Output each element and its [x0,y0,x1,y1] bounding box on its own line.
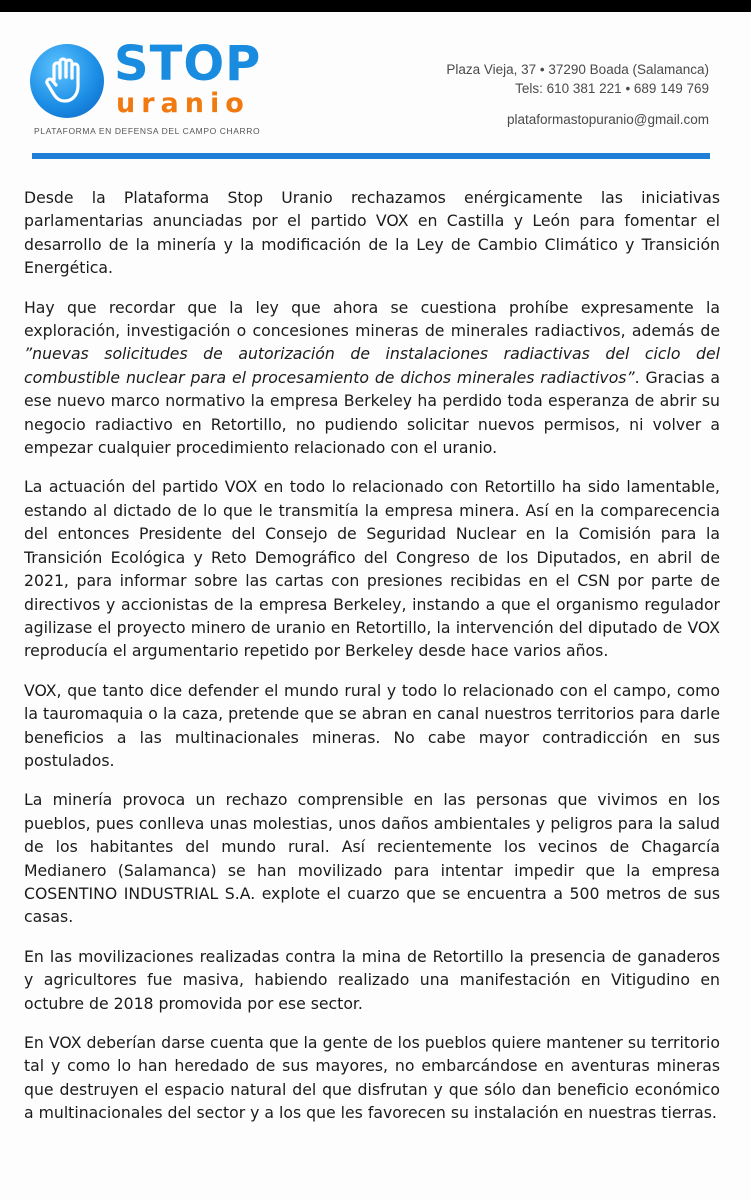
paragraph-7: En VOX deberían darse cuenta que la gente de los pueblos quiere mantener su territorio tal y como lo han heredado de sus mayores, no embarcándose en aventuras mineras que destruyen el espacio natural del que disfrutan y que sólo dan beneficio económico a multinacionales del sector y a los que les favorecen su instalación en nuestras tierras. [24,1033,720,1123]
header-divider [32,153,710,159]
stop-uranio-logo [30,36,270,144]
contact-address: Plaza Vieja, 37 • 37290 Boada (Salamanca) [446,62,709,77]
paragraph-1: Desde la Plataforma Stop Uranio rechazamos enérgicamente las iniciativas parlamentarias anunciadas por el partido VOX en Castilla y León para fomentar el desarrollo de la minería y la modificación de la Ley de Cambio Climático y Transición Energética. [24,188,720,278]
contact-email: plataformastopuranio@gmail.com [506,112,709,127]
paragraph-2 [24,296,720,460]
logo-emblem [30,44,104,118]
paragraph-2-start: Hay que recordar que la ley que ahora se cuestiona prohíbe expresamente la exploración, investigación o concesiones mineras de minerales radiactivos, además de [24,297,720,341]
paragraph-2-quote: ”nuevas solicitudes de autorización de instalaciones radiactivas del ciclo del combustible nuclear para el procesamiento de dichos minerales radiactivos” [24,344,720,387]
raised-hand-icon [45,56,89,106]
paragraph-4: VOX, que tanto dice defender el mundo rural y todo lo relacionado con el campo, como la tauromaquia o la caza, pretende que se abran en canal nuestros territorios para darle beneficios a las multinacionales mineras. No cabe mayor contradicción en sus postulados. [24,680,720,770]
paragraph-5: La minería provoca un rechazo comprensible en las personas que vivimos en los pueblos, pues conlleva unas molestias, unos daños ambientales y peligros para la salud de los habitantes del mundo rural. Así recientemente los vecinos de Chagarcía Medianero (Salamanca) se han movilizado para intentar impedir que la empresa COSENTINO INDUSTRIAL S.A. explote el cuarzo que se encuentra a 500 metros de sus casas. [24,790,720,927]
paragraph-3: La actuación del partido VOX en todo lo relacionado con Retortillo ha sido lamentable, estando al dictado de lo que le transmitía la empresa minera. Así en la comparecencia del entonces Presidente del Consejo de Seguridad Nuclear en la Comisión para la Transición Ecológica y Reto Demográfico del Congreso de los Diputados, en abril de 2021, para informar sobre las cartas con presiones recibidas en el CSN por parte de directivos y accionistas de la empresa Berkeley, instando a que el organismo regulador agilizase el proyecto minero de uranio en Retortillo, la intervención del diputado de VOX reproducía el argumentario repetido por Berkeley desde hace varios años. [24,477,720,661]
paragraph-6: En las movilizaciones realizadas contra la mina de Retortillo la presencia de ganaderos y agricultores fue masiva, habiendo realizado una manifestación en Vitigudino en octubre de 2018 promovida por ese sector. [24,946,720,1013]
contact-block [446,60,709,129]
screen-top-bar [0,0,751,12]
contact-phones: Tels: 610 381 221 • 689 149 769 [515,81,709,96]
paragraph-2-end: . Gracias a ese nuevo marco normativo la empresa Berkeley ha perdido toda esperanza de abrir su negocio radiactivo en Retortillo, no pudiendo solicitar nuevos permisos, ni volver a empezar cualquier procedimiento relacionado con el uranio. [24,367,721,458]
logo-tagline: PLATAFORMA EN DEFENSA DEL CAMPO CHARRO [34,126,261,136]
logo-word-uranio: uranio [116,88,250,119]
logo-word-stop: STOP [114,36,262,92]
press-release-body [24,186,720,1141]
